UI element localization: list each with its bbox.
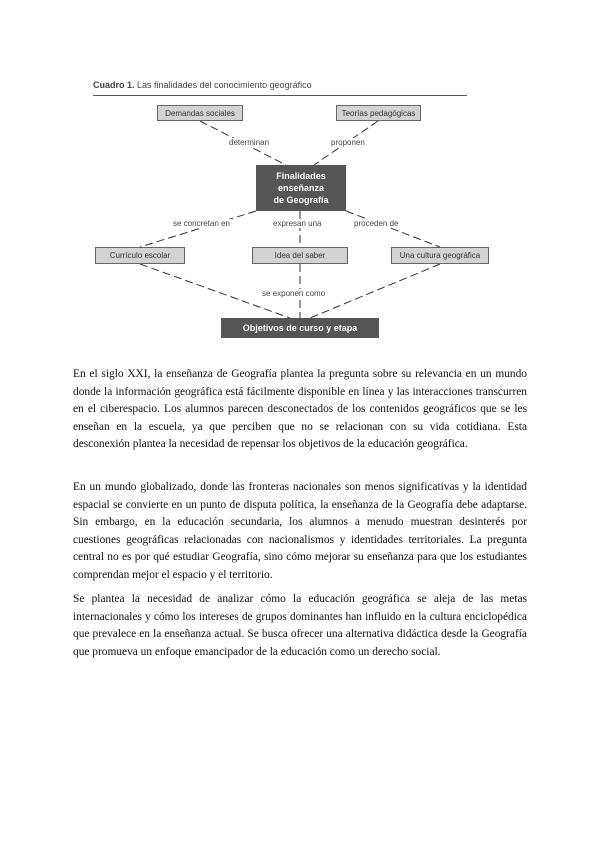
box-objetivos: Objetivos de curso y etapa	[221, 318, 379, 338]
box-demandas-sociales: Demandas sociales	[157, 105, 243, 121]
paragraph-2: En un mundo globalizado, donde las fronteras nacionales son menos significativas y la identidad espacial se convierte en un punto de disputa política, la enseñanza de la Geografía debe adaptarse. Sin embargo, en la educación secundaria, los alumnos a menudo muestran desinterés por cuestiones geográficas relacionadas con nacionalismos y identidades territoriales. La pregunta central no es por qué estudiar Geografía, sino cómo mejorar su enseñanza para que los estudiantes comprendan mejor el espacio y el territorio.	[73, 481, 527, 581]
paragraph-3: Se plantea la necesidad de analizar cómo la educación geográfica se aleja de las metas internacionales y cómo los intereses de grupos dominantes han influido en la cultura enciclopédica que prevalece en la enseñanza actual. Se busca ofrecer una alternativa didáctica desde la Geografía que promueva un enfoque emancipador de la educación como un derecho social.	[73, 593, 527, 658]
box-idea-del-saber: Idea del saber	[252, 247, 348, 264]
box-curriculo-escolar: Currículo escolar	[95, 247, 185, 264]
finalidades-line-2: enseñanza	[277, 183, 325, 193]
connector-cultura	[346, 211, 440, 247]
finalidades-line-1: Finalidades	[276, 171, 326, 181]
label-expresan: expresan una	[273, 219, 322, 228]
label-se-concretan: se concretan en	[173, 219, 230, 228]
label-determinan: determinan	[229, 138, 270, 147]
connector-curriculo	[140, 211, 256, 247]
box-cultura-geografica: Una cultura geográfica	[391, 247, 489, 264]
figure-caption-title: Las finalidades del conocimiento geográfico	[137, 80, 312, 90]
figure-caption-label: Cuadro 1.	[93, 80, 135, 90]
paragraph-1: En el siglo XXI, la enseñanza de Geografía plantea la pregunta sobre su relevancia en un mundo donde la información geográfica está fácilmente disponible en línea y las interacciones transcurren en el ciberespacio. Los alumnos parecen desconectados de los contenidos geográficos que se les enseñan en la escuela, ya que perciben que no se relacionan con su vida cotidiana. Esta desconexión plantea la necesidad de repensar los objetivos de la educación geográfica.	[73, 368, 527, 450]
label-proponen: proponen	[331, 138, 365, 147]
finalidades-line-3: de Geografía	[273, 195, 329, 205]
connector-cultura-obj	[310, 264, 440, 318]
label-proceden: proceden de	[354, 219, 399, 228]
concept-diagram	[0, 0, 600, 360]
box-teorias-pedagogicas: Teorías pedagógicas	[336, 105, 421, 121]
box-finalidades	[256, 165, 346, 211]
label-se-exponen: se exponen como	[262, 289, 326, 298]
